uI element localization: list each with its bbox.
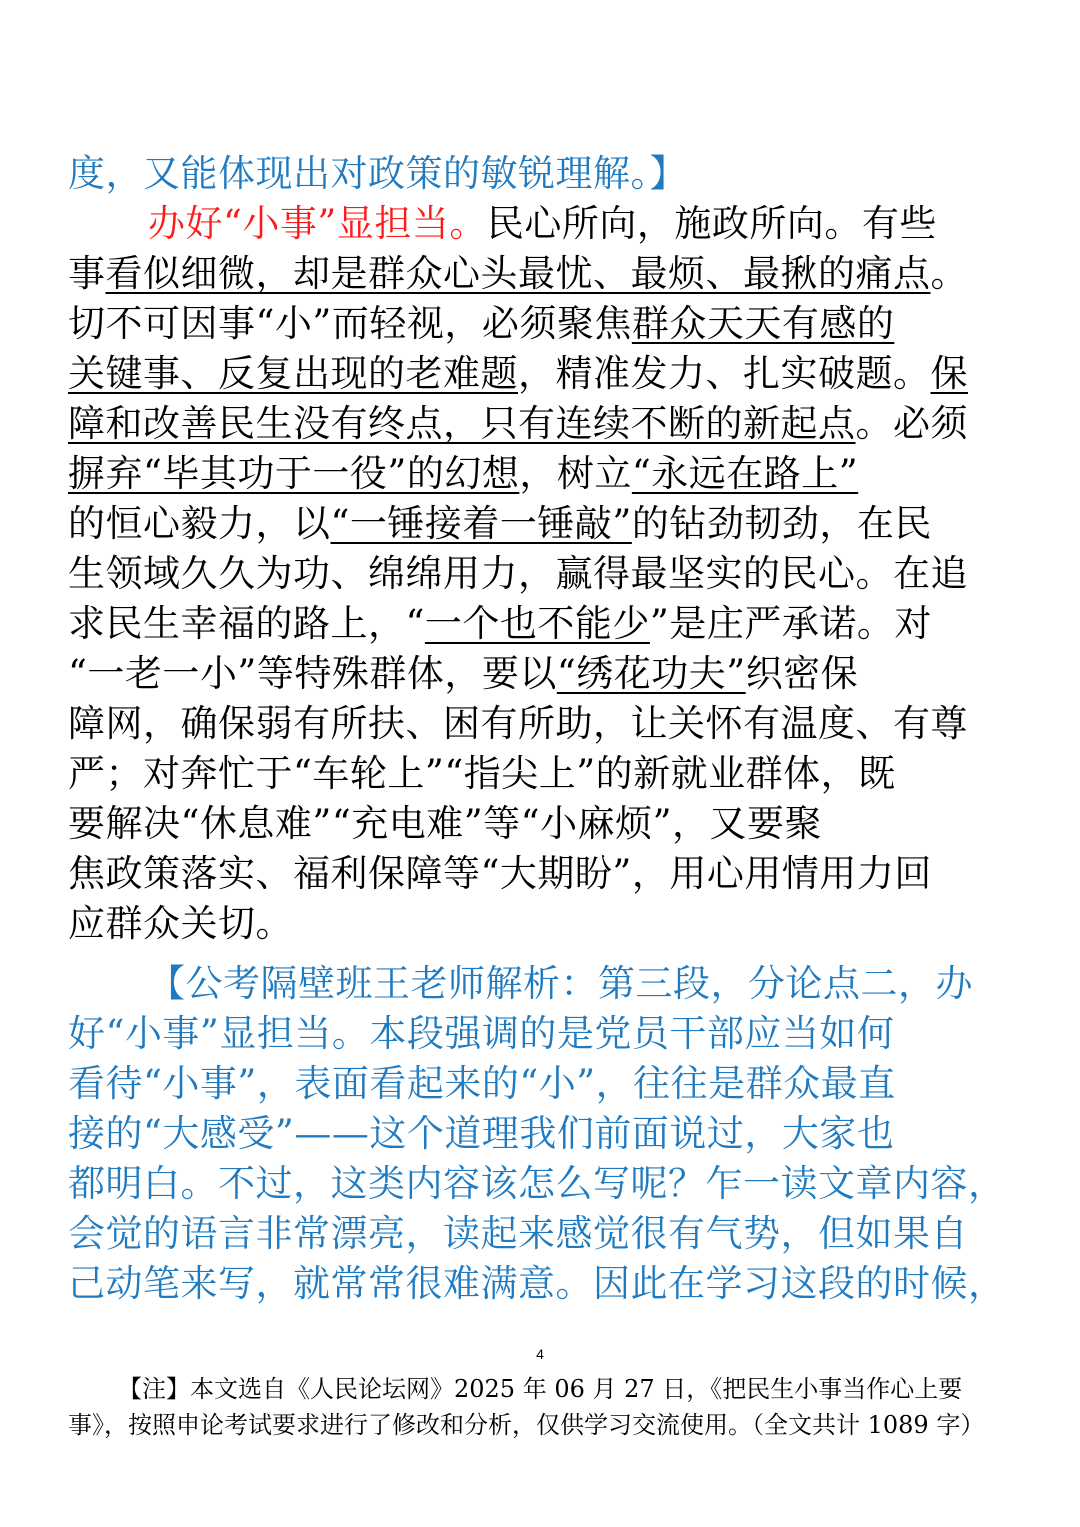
text-line [68,498,1012,550]
text-segment: 织密保 [745,652,859,695]
underlined-text: 一个也不能少 [424,602,650,645]
footnote-line-1: 【注】本文选自《人民论坛网》2025 年 06 月 27 日，《把民生小事当作心上要 [118,1375,963,1403]
text-line [68,1208,1012,1260]
text-segment: 切不可因事“小”而轻视，必须聚焦 [68,302,632,345]
text-line [68,748,1012,800]
text-line [68,1008,1012,1060]
analysis-start-line [68,958,1012,1010]
text-line [68,648,1012,700]
text-line [68,348,1012,400]
footnote-line-2: 事》，按照申论考试要求进行了修改和分析，仅供学习交流使用。（全文共计 1089 字） [68,1411,985,1439]
text-segment: 都明白。不过，这类内容该怎么写呢？乍一读文章内容， [68,1162,1006,1205]
text-line [68,148,1012,200]
text-line [68,398,1012,450]
text-segment: 好“小事”显担当。本段强调的是党员干部应当如何 [68,1012,895,1055]
text-segment: 焦政策落实、福利保障等“大期盼”，用心用情用力回 [68,852,932,895]
text-segment: ，树立 [519,452,632,495]
text-segment: 。必须 [855,402,968,445]
underlined-text: 群众天天有感的 [631,302,895,345]
text-segment: 接的“大感受”——这个道理我们前面说过，大家也 [68,1112,895,1155]
text-segment: ，精准发力、扎实破题。 [518,352,931,395]
text-line [68,1058,1012,1110]
text-line [68,598,1012,650]
text-line [68,1258,1012,1310]
text-line [68,448,1012,500]
underlined-text: 保 [930,352,968,395]
text-segment: 己动笔来写，就常常很难满意。因此在学习这段的时候， [68,1262,1006,1305]
text-line [68,1158,1012,1210]
text-line [68,698,1012,750]
text-line [68,298,1012,350]
underlined-text: 障和改善民生没有终点，只有连续不断的新起点 [68,402,856,445]
text-segment: 障网，确保弱有所扶、困有所助，让关怀有温度、有尊 [68,702,968,745]
text-segment: “一老一小”等特殊群体，要以 [68,652,557,695]
underlined-text: 摒弃“毕其功于一役”的幻想 [68,452,520,495]
text-segment: 应群众关切。 [68,902,293,945]
text-segment: 民心所向，施政所向。有些 [486,202,937,245]
underlined-text: 看似细微，却是群众心头最忧、最烦、最揪的痛点 [105,252,931,295]
text-line [68,848,1012,900]
page-number: 4 [536,1346,544,1362]
underlined-text: “永远在路上” [631,452,859,495]
text-segment: 事 [68,252,106,295]
text-line [68,548,1012,600]
text-segment: 度，又能体现出对政策的敏锐理解。】 [68,152,687,195]
subheading-red: 办好“小事”显担当。 [148,202,487,245]
text-segment: 生领域久久为功、绵绵用力，赢得最坚实的民心。在追 [68,552,968,595]
text-segment: 要解决“休息难”“充电难”等“小麻烦”，又要聚 [68,802,822,845]
paragraph-start-line [68,198,1012,250]
text-segment: 严；对奔忙于“车轮上”“指尖上”的新就业群体，既 [68,752,896,795]
text-segment: 的钻劲韧劲，在民 [631,502,932,545]
text-segment: 【公考隔壁班王老师解析：第三段，分论点二，办 [148,962,973,1005]
underlined-text: “绣花功夫” [556,652,746,695]
text-segment: 看待“小事”，表面看起来的“小”，往往是群众最直 [68,1062,896,1105]
underlined-text: “一锤接着一锤敲” [330,502,632,545]
text-line [68,1108,1012,1160]
text-segment: 。 [930,252,968,295]
text-line [68,248,1012,300]
text-line [68,898,1012,950]
text-segment: 会觉的语言非常漂亮，读起来感觉很有气势，但如果自 [68,1212,968,1255]
text-line [68,798,1012,850]
text-segment: 求民生幸福的路上，“ [68,602,425,645]
text-segment: ”是庄严承诺。对 [649,602,932,645]
text-segment: 的恒心毅力，以 [68,502,331,545]
underlined-text: 关键事、反复出现的老难题 [68,352,518,395]
